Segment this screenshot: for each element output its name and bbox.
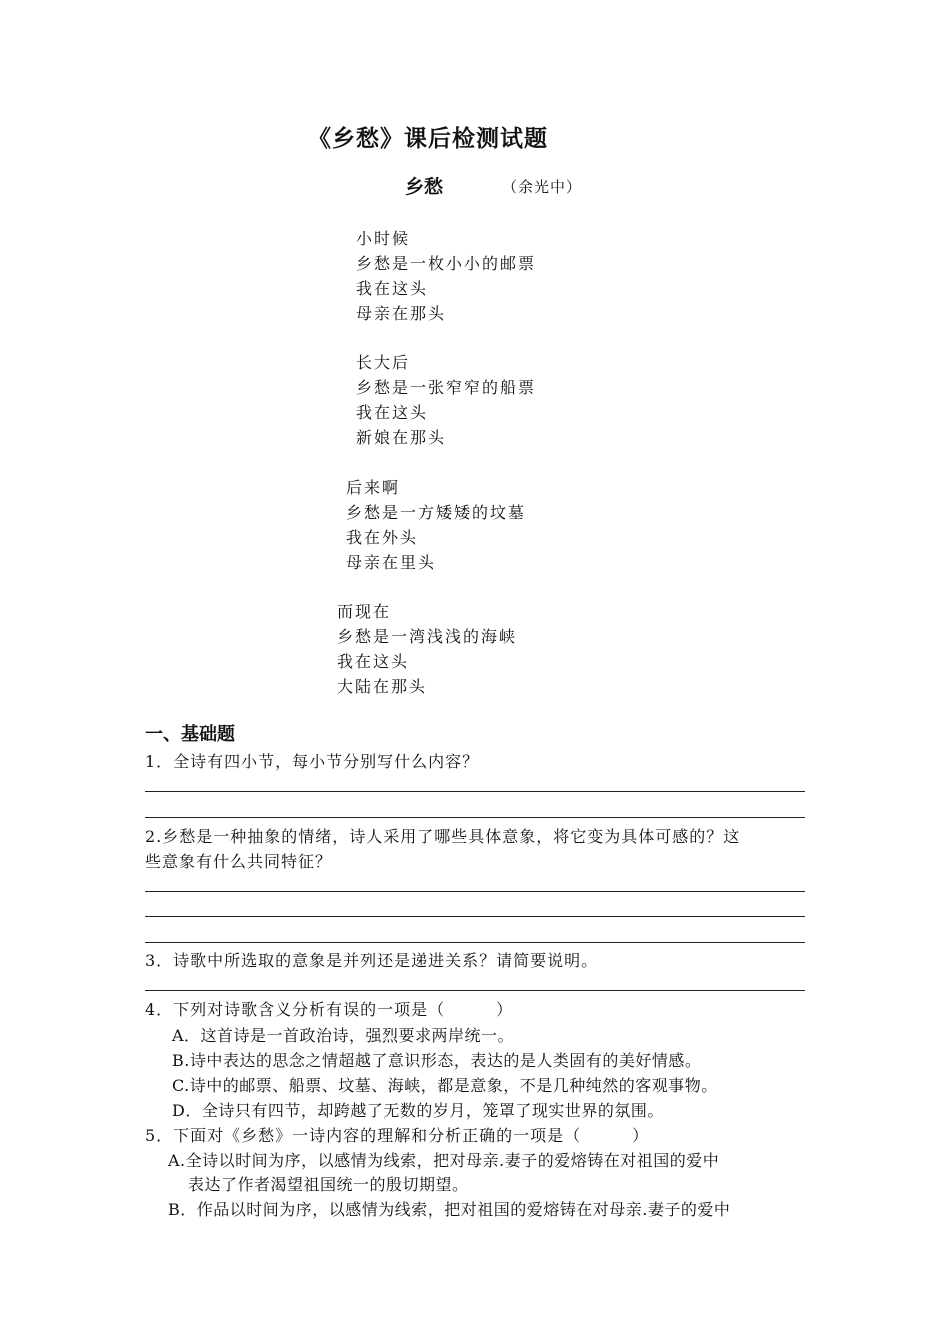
poem-line: 母亲在那头 [356, 304, 447, 323]
poem-line: 而现在 [337, 602, 392, 621]
option-b[interactable]: B．作品以时间为序，以感情为线索，把对祖国的爱熔铸在对母亲.妻子的爱中 [168, 1200, 731, 1219]
poem-line: 后来啊 [346, 478, 401, 497]
poem-line: 新娘在那头 [356, 428, 447, 447]
poem-line: 乡愁是一湾浅浅的海峡 [337, 627, 518, 646]
poem-line: 乡愁是一枚小小的邮票 [356, 254, 537, 273]
poem-line: 小时候 [356, 229, 411, 248]
question-4: 4．下列对诗歌含义分析有误的一项是（ ） [145, 1000, 514, 1019]
poem-line: 乡愁是一张窄窄的船票 [356, 378, 537, 397]
poem-line: 母亲在里头 [346, 553, 437, 572]
poem-author: （余光中） [502, 178, 583, 196]
document-title: 《乡愁》课后检测试题 [308, 126, 548, 152]
option-a[interactable]: A.全诗以时间为序，以感情为线索，把对母亲.妻子的爱熔铸在对祖国的爱中 [168, 1151, 720, 1170]
question-1: 1．全诗有四小节，每小节分别写什么内容？ [145, 752, 480, 771]
poem-line: 我在这头 [337, 652, 410, 671]
question-3: 3．诗歌中所选取的意象是并列还是递进关系？请简要说明。 [145, 951, 599, 970]
poem-line: 我在外头 [346, 528, 419, 547]
answer-line[interactable] [145, 990, 805, 991]
answer-line[interactable] [145, 891, 805, 892]
poem-title: 乡愁 [405, 176, 444, 198]
question-2-cont: 些意象有什么共同特征？ [145, 852, 333, 871]
section-heading: 一、基础题 [145, 724, 235, 745]
question-5: 5．下面对《乡愁》一诗内容的理解和分析正确的一项是（ ） [145, 1126, 650, 1145]
poem-line: 乡愁是一方矮矮的坟墓 [346, 503, 527, 522]
answer-line[interactable] [145, 942, 805, 943]
answer-line[interactable] [145, 916, 805, 917]
option-c[interactable]: C.诗中的邮票、船票、坟墓、海峡，都是意象，不是几种纯然的客观事物。 [172, 1076, 718, 1095]
poem-line: 我在这头 [356, 279, 429, 298]
poem-line: 我在这头 [356, 403, 429, 422]
question-2: 2.乡愁是一种抽象的情绪，诗人采用了哪些具体意象，将它变为具体可感的？这 [145, 827, 741, 846]
poem-line: 长大后 [356, 353, 411, 372]
option-b[interactable]: B.诗中表达的思念之情超越了意识形态，表达的是人类固有的美好情感。 [172, 1051, 702, 1070]
answer-line[interactable] [145, 817, 805, 818]
answer-line[interactable] [145, 791, 805, 792]
option-a[interactable]: A．这首诗是一首政治诗，强烈要求两岸统一。 [172, 1026, 515, 1045]
poem-line: 大陆在那头 [337, 677, 428, 696]
option-a-cont: 表达了作者渴望祖国统一的殷切期望。 [188, 1175, 469, 1194]
option-d[interactable]: D．全诗只有四节，却跨越了无数的岁月，笼罩了现实世界的氛围。 [172, 1101, 664, 1120]
